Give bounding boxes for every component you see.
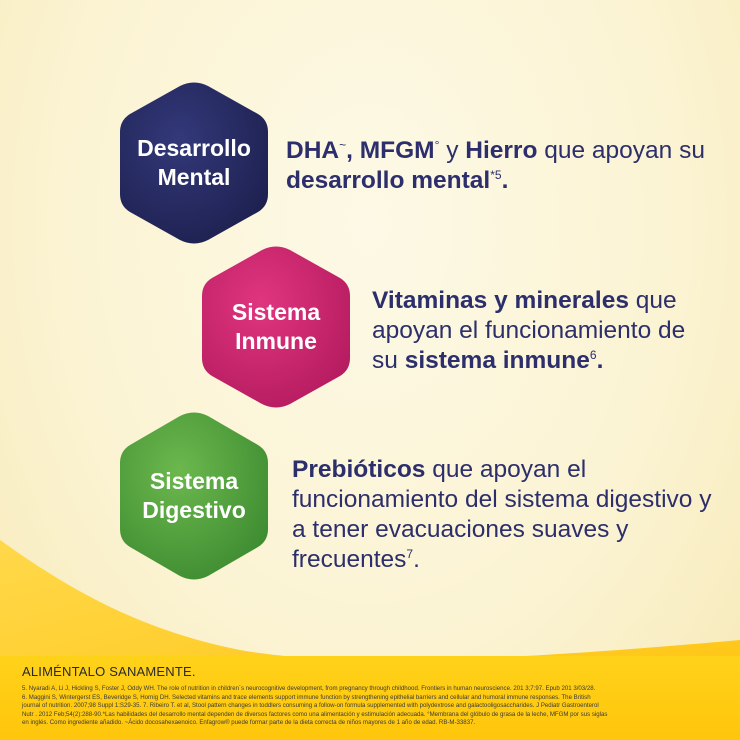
bold-text: sistema inmune xyxy=(404,347,590,374)
hex-sistema-digestivo xyxy=(118,410,270,582)
bold-text: . xyxy=(501,167,509,194)
reference-line: en inglés. Como ingrediente añadido. ~Ácido docosahexaenoico. Enfagrow® puede formar parte de la dieta correcta de niños mayores de 1 año de edad. RB-M-33837. xyxy=(22,719,476,727)
feature-description xyxy=(286,136,706,196)
hex-label-line: Sistema xyxy=(149,468,239,494)
footer-references xyxy=(22,685,722,728)
regular-text: que apoyan el funcionamiento del sistema digestivo y a tener evacuaciones suaves y frecuentes xyxy=(292,456,712,573)
regular-text: que apoyan su xyxy=(537,137,705,164)
hex-desarrollo-mental xyxy=(118,80,270,246)
superscript-mark: *5 xyxy=(490,168,502,182)
superscript-mark: 6 xyxy=(589,348,597,362)
regular-text: y xyxy=(439,137,466,164)
bold-text: Hierro xyxy=(465,137,538,164)
bold-text: Prebióticos xyxy=(292,456,426,483)
bold-text: DHA xyxy=(286,137,340,164)
bold-text: , MFGM xyxy=(346,137,435,164)
bold-text: . xyxy=(596,347,604,374)
feature-description xyxy=(292,455,712,575)
footer-tagline: ALIMÉNTALO SANAMENTE. xyxy=(22,664,196,679)
bold-text: Vitaminas y minerales xyxy=(372,287,629,314)
superscript-mark: ~ xyxy=(339,138,347,152)
reference-line: Nutr . 2012 Feb;54(2):288-90.*Las habilidades del desarrollo mental dependen de diversos factores como una alimentación y estimulación adecuada. °Membrana del glóbulo de grasa de la leche, MFGM por sus siglas xyxy=(22,710,608,718)
feature-description xyxy=(372,286,702,376)
superscript-mark: ° xyxy=(434,138,440,152)
hex-label-line: Sistema xyxy=(231,299,321,325)
hex-label-line: Inmune xyxy=(235,328,317,354)
reference-line: 6. Maggini S, Wintergerst ES, Beveridge S, Hornig DH. Selected vitamins and trace elements support immune function by strengthening epithelial barriers and cellular and humoral immune responses. The British xyxy=(22,693,591,701)
regular-text: . xyxy=(413,546,420,573)
hex-label-line: Digestivo xyxy=(142,497,246,523)
reference-line: journal of nutrition. 2007;98 Suppl 1:S29-35. 7. Ribeiro T. et al, Stool pattern changes in toddlers consuming a follow-on formula supplemented with polydextrose and galactooligosaccharides. J Pediatr Gastroenterol xyxy=(22,702,599,710)
superscript-mark: 7 xyxy=(406,547,414,561)
hex-label-line: Desarrollo xyxy=(137,135,251,161)
bold-text: desarrollo mental xyxy=(286,167,491,194)
reference-line: 5. Nyaradi A, Li J, Hickling S, Foster J, Oddy WH. The role of nutrition in children´s neurocognitive development, from pregnancy through childhood. Frontiers in human neuroscience. 201 3;7:97. Epub 201 3/03/28. xyxy=(22,685,596,692)
hex-label-line: Mental xyxy=(157,164,231,190)
hex-sistema-inmune xyxy=(200,244,352,410)
regular-text: que apoyan el funcionamiento de su xyxy=(372,287,686,374)
